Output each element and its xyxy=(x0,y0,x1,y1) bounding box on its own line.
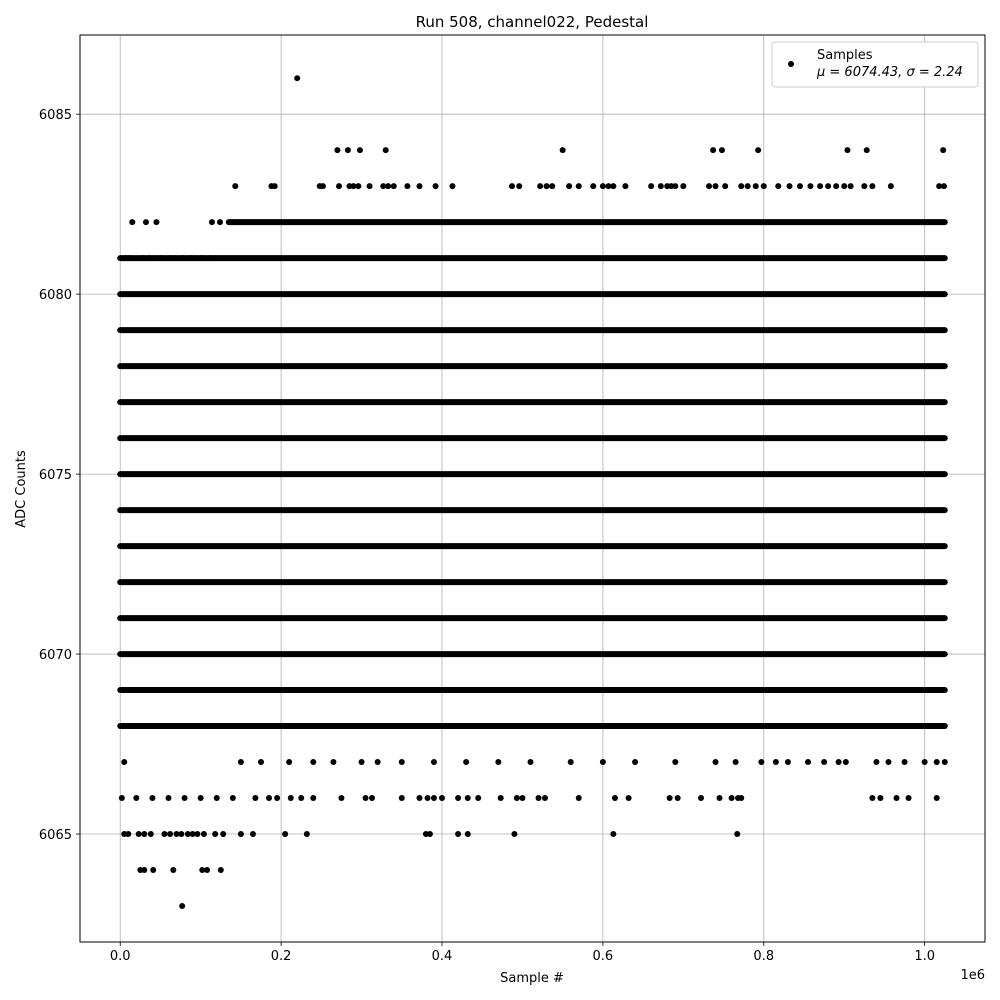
data-point xyxy=(576,183,582,189)
data-point xyxy=(511,831,517,837)
data-point xyxy=(568,759,574,765)
data-point xyxy=(217,219,223,225)
data-point xyxy=(214,795,220,801)
data-point xyxy=(549,183,555,189)
data-point xyxy=(710,147,716,153)
x-tick-label: 0.6 xyxy=(592,949,614,964)
data-point xyxy=(864,147,870,153)
data-point xyxy=(719,147,725,153)
data-point xyxy=(194,831,200,837)
data-point xyxy=(180,255,186,261)
data-point xyxy=(612,795,618,801)
x-tick-label: 0.8 xyxy=(753,949,775,964)
data-point xyxy=(713,759,719,765)
data-point xyxy=(902,759,908,765)
data-point xyxy=(449,183,455,189)
data-point xyxy=(498,795,504,801)
data-point xyxy=(230,795,236,801)
data-point xyxy=(745,183,751,189)
data-point xyxy=(375,759,381,765)
data-point xyxy=(367,183,373,189)
data-point xyxy=(383,147,389,153)
data-point xyxy=(455,795,461,801)
data-point xyxy=(680,183,686,189)
data-point xyxy=(600,183,606,189)
data-point xyxy=(288,795,294,801)
data-point xyxy=(544,183,550,189)
data-point xyxy=(787,183,793,189)
data-point xyxy=(833,183,839,189)
y-axis-label: ADC Counts xyxy=(14,450,29,528)
data-point xyxy=(869,183,875,189)
data-point xyxy=(785,759,791,765)
data-point xyxy=(738,183,744,189)
data-point xyxy=(129,219,135,225)
data-point xyxy=(416,183,422,189)
data-point xyxy=(922,759,928,765)
x-tick-label: 0.2 xyxy=(270,949,292,964)
data-point xyxy=(753,183,759,189)
y-tick-label: 6075 xyxy=(38,468,72,484)
data-point xyxy=(399,795,405,801)
data-point xyxy=(729,795,735,801)
data-point xyxy=(272,183,278,189)
data-point xyxy=(738,795,744,801)
y-tick-label: 6065 xyxy=(38,828,72,844)
data-point xyxy=(906,795,912,801)
data-point xyxy=(218,867,224,873)
data-point xyxy=(934,795,940,801)
data-point xyxy=(465,831,471,837)
data-point xyxy=(672,759,678,765)
data-point xyxy=(121,759,127,765)
data-point xyxy=(119,795,125,801)
data-point xyxy=(844,147,850,153)
data-point xyxy=(509,183,515,189)
data-point xyxy=(542,795,548,801)
data-point xyxy=(514,795,520,801)
data-point xyxy=(667,795,673,801)
data-point xyxy=(465,795,471,801)
data-point xyxy=(172,255,178,261)
data-point xyxy=(158,255,164,261)
data-point xyxy=(133,795,139,801)
data-point xyxy=(232,183,238,189)
data-point xyxy=(940,147,946,153)
data-point xyxy=(258,759,264,765)
data-point xyxy=(843,759,849,765)
data-point xyxy=(369,795,375,801)
legend xyxy=(772,42,978,87)
y-tick-label: 6085 xyxy=(38,108,72,124)
data-point xyxy=(885,759,891,765)
y-tick-label: 6080 xyxy=(38,288,72,304)
data-point xyxy=(622,183,628,189)
data-point xyxy=(942,759,948,765)
data-point xyxy=(150,867,156,873)
data-point xyxy=(475,795,481,801)
data-point xyxy=(817,183,823,189)
data-point xyxy=(126,255,132,261)
data-point xyxy=(286,759,292,765)
data-point xyxy=(153,219,159,225)
data-point xyxy=(861,183,867,189)
data-point xyxy=(439,795,445,801)
data-point xyxy=(427,831,433,837)
data-point xyxy=(869,795,875,801)
data-point xyxy=(298,795,304,801)
data-point xyxy=(143,219,149,225)
data-point xyxy=(385,183,391,189)
data-point xyxy=(894,795,900,801)
data-point xyxy=(282,831,288,837)
data-point xyxy=(698,795,704,801)
data-point xyxy=(519,795,525,801)
data-point xyxy=(590,183,596,189)
data-point xyxy=(495,759,501,765)
data-point xyxy=(161,831,167,837)
data-point xyxy=(220,831,226,837)
data-point xyxy=(179,903,185,909)
data-point xyxy=(404,183,410,189)
data-point xyxy=(338,795,344,801)
data-point xyxy=(672,183,678,189)
data-point xyxy=(825,183,831,189)
data-point xyxy=(204,867,210,873)
data-point xyxy=(717,795,723,801)
data-point xyxy=(336,183,342,189)
data-point xyxy=(775,183,781,189)
data-point xyxy=(734,831,740,837)
data-point xyxy=(320,183,326,189)
data-point xyxy=(626,795,632,801)
data-point xyxy=(722,183,728,189)
data-point xyxy=(391,183,397,189)
data-point xyxy=(463,759,469,765)
chart-title: Run 508, channel022, Pedestal xyxy=(415,13,649,31)
data-point xyxy=(345,147,351,153)
legend-label: Samples xyxy=(817,48,873,63)
data-point xyxy=(238,831,244,837)
data-point xyxy=(167,831,173,837)
data-point xyxy=(658,183,664,189)
data-point xyxy=(192,255,198,261)
data-point xyxy=(761,183,767,189)
data-point xyxy=(600,759,606,765)
data-point xyxy=(841,183,847,189)
data-point xyxy=(431,795,437,801)
data-point xyxy=(238,759,244,765)
data-point xyxy=(576,795,582,801)
data-point xyxy=(755,147,761,153)
data-point xyxy=(198,795,204,801)
x-axis-offset-label: 1e6 xyxy=(960,968,985,983)
data-point xyxy=(304,831,310,837)
data-point xyxy=(877,795,883,801)
data-point xyxy=(212,831,218,837)
data-point xyxy=(149,795,155,801)
data-point xyxy=(527,759,533,765)
data-point xyxy=(888,183,894,189)
data-point xyxy=(165,795,171,801)
data-point xyxy=(201,831,207,837)
data-point xyxy=(146,255,152,261)
x-axis-label: Sample # xyxy=(500,971,564,986)
data-point xyxy=(294,75,300,81)
data-point xyxy=(610,831,616,837)
data-point xyxy=(140,255,146,261)
data-point xyxy=(648,183,654,189)
data-point xyxy=(836,759,842,765)
data-point xyxy=(537,183,543,189)
data-point xyxy=(209,219,215,225)
data-point xyxy=(141,831,147,837)
data-point xyxy=(632,759,638,765)
data-point xyxy=(455,831,461,837)
data-point xyxy=(431,759,437,765)
data-point xyxy=(560,147,566,153)
data-point xyxy=(566,183,572,189)
data-point xyxy=(416,795,422,801)
data-point xyxy=(821,759,827,765)
data-point xyxy=(266,795,272,801)
data-point xyxy=(125,831,131,837)
data-point xyxy=(212,255,218,261)
data-point xyxy=(178,831,184,837)
legend-stats: μ = 6074.43, σ = 2.24 xyxy=(817,65,963,80)
legend-marker xyxy=(788,61,794,67)
data-point xyxy=(310,759,316,765)
data-point xyxy=(250,831,256,837)
data-point xyxy=(136,831,142,837)
data-point xyxy=(330,759,336,765)
data-point xyxy=(252,795,258,801)
data-point xyxy=(941,183,947,189)
data-point xyxy=(934,759,940,765)
data-point xyxy=(773,759,779,765)
data-point xyxy=(807,183,813,189)
data-point xyxy=(363,795,369,801)
data-point xyxy=(797,183,803,189)
data-point xyxy=(610,183,616,189)
data-point xyxy=(758,759,764,765)
y-tick-label: 6070 xyxy=(38,648,72,664)
data-point xyxy=(713,183,719,189)
data-point xyxy=(310,795,316,801)
data-point xyxy=(848,183,854,189)
data-point xyxy=(141,867,147,873)
data-point xyxy=(873,759,879,765)
data-point xyxy=(274,795,280,801)
x-tick-label: 1.0 xyxy=(914,949,936,964)
data-point xyxy=(399,759,405,765)
data-point xyxy=(675,795,681,801)
data-point xyxy=(433,183,439,189)
data-point xyxy=(706,183,712,189)
data-point xyxy=(198,255,204,261)
data-point xyxy=(334,147,340,153)
data-point xyxy=(182,795,188,801)
data-point xyxy=(425,795,431,801)
data-point xyxy=(357,147,363,153)
data-point xyxy=(355,183,361,189)
data-point xyxy=(733,759,739,765)
data-point xyxy=(536,795,542,801)
data-point xyxy=(805,759,811,765)
data-point xyxy=(148,831,154,837)
data-point xyxy=(516,183,522,189)
x-tick-label: 0.0 xyxy=(109,949,131,964)
x-tick-label: 0.4 xyxy=(431,949,453,964)
data-point xyxy=(170,867,176,873)
data-point xyxy=(359,759,365,765)
